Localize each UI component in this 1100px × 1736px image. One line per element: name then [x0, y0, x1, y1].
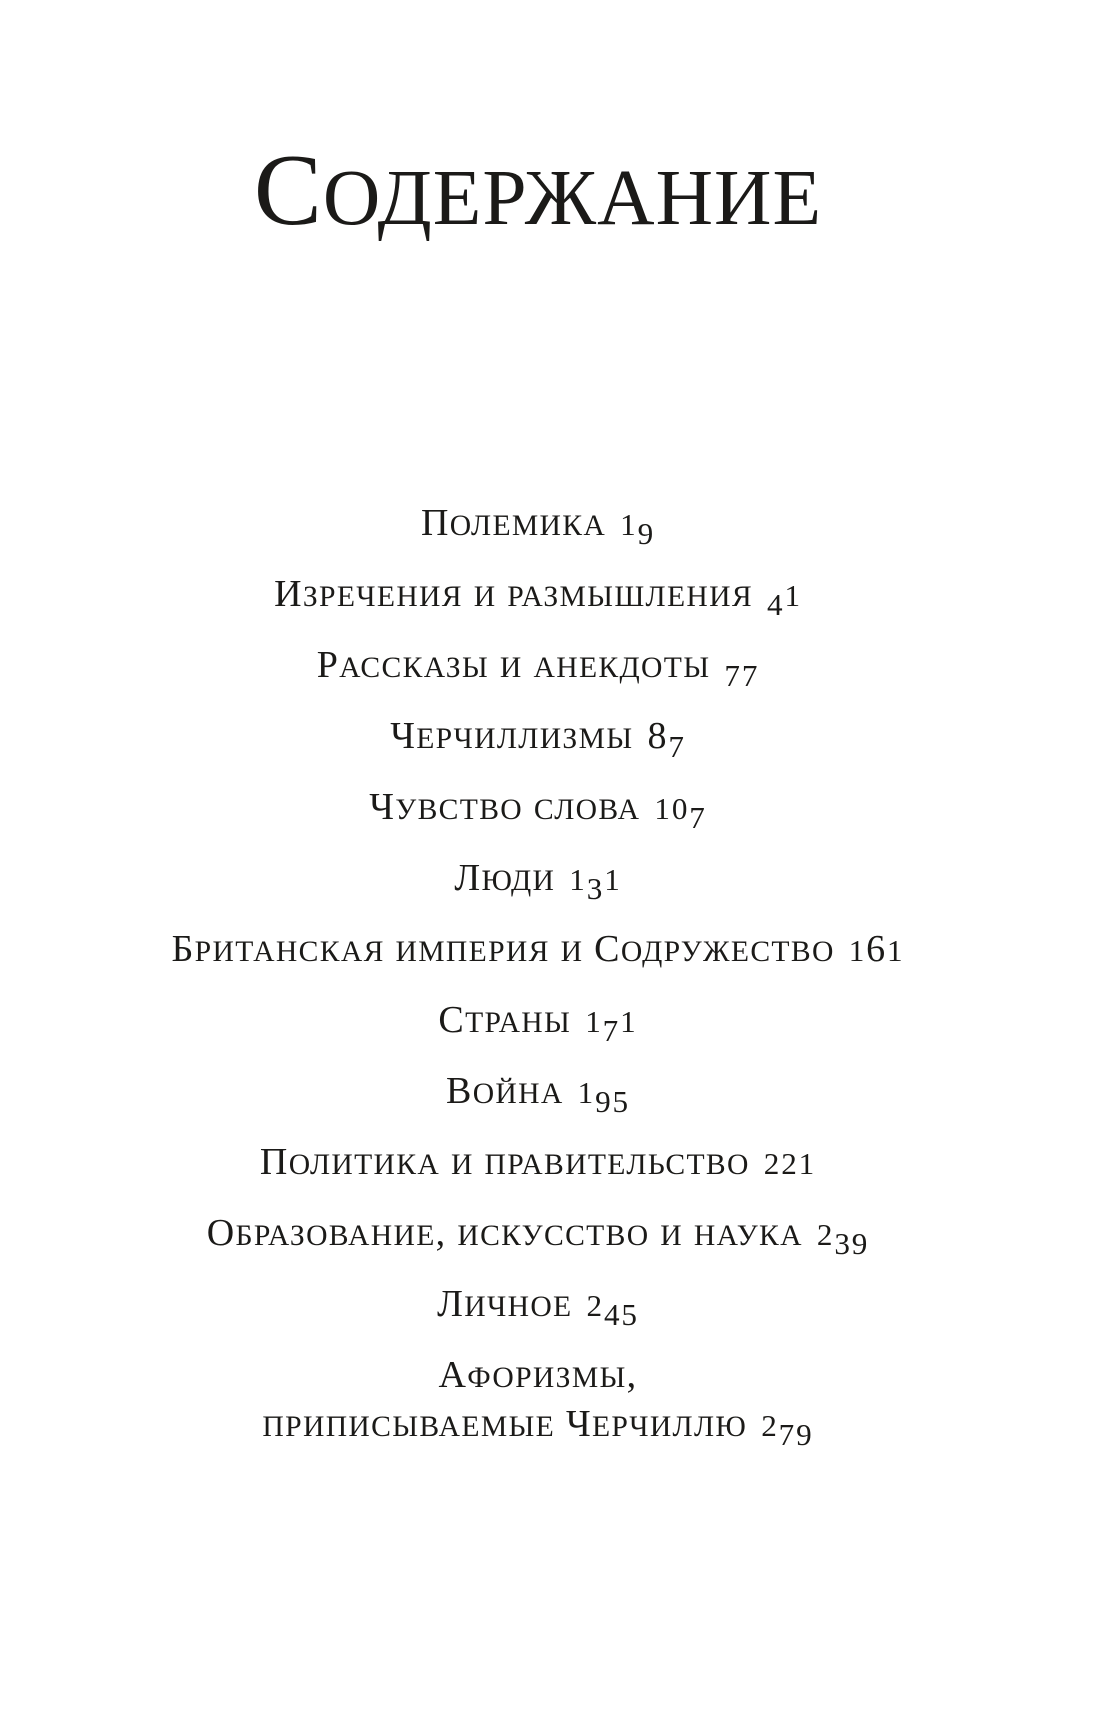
- toc-entry: [0, 1139, 1076, 1188]
- toc-entry-page: 245: [586, 1288, 639, 1333]
- toc-entry-page: 131: [569, 862, 622, 907]
- toc-entry-label: ЛИЧНОЕ: [437, 1283, 573, 1325]
- toc-entry: [0, 713, 1076, 765]
- toc-entry: [0, 1281, 1076, 1333]
- toc-entry: [0, 500, 1076, 552]
- toc-entry-label: ЛЮДИ: [454, 857, 556, 899]
- toc-entry-label: ПОЛИТИКА И ПРАВИТЕЛЬСТВО: [259, 1141, 750, 1183]
- toc-entry-page: 221: [763, 1146, 817, 1181]
- toc-entry-label: ЧЕРЧИЛЛИЗМЫ: [390, 715, 634, 757]
- toc-entry: [0, 571, 1076, 623]
- toc-entry: [0, 1352, 1076, 1453]
- toc-entry: [0, 1068, 1076, 1120]
- toc-entry-page: 195: [577, 1075, 630, 1120]
- toc-list: [0, 500, 1076, 1453]
- toc-entry-page: 87: [647, 715, 686, 765]
- toc-entry-label: СТРАНЫ: [438, 999, 572, 1041]
- toc-entry-page: 77: [724, 658, 760, 694]
- toc-entry-page: 171: [585, 1004, 638, 1049]
- toc-entry: [0, 855, 1076, 907]
- toc-entry: [0, 997, 1076, 1049]
- toc-entry-label: ВОЙНА: [446, 1070, 564, 1112]
- toc-entry-label: РАССКАЗЫ И АНЕКДОТЫ: [316, 644, 711, 686]
- toc-entry: [0, 784, 1076, 836]
- toc-entry-label: ПОЛЕМИКА: [420, 502, 607, 544]
- toc-entry: [0, 1210, 1076, 1262]
- toc-entry: [0, 926, 1076, 975]
- toc-entry-page: 161: [848, 928, 905, 970]
- toc-entry-page: 239: [816, 1217, 870, 1262]
- toc-entry-page: 19: [620, 507, 656, 552]
- toc-entry-label: АФОРИЗМЫ, ПРИПИСЫВАЕМЫЕ ЧЕРЧИЛЛЮ: [262, 1354, 748, 1445]
- toc-entry: [0, 642, 1076, 694]
- toc-entry-page: 107: [654, 791, 707, 836]
- toc-entry-label: ЧУВСТВО СЛОВА: [369, 786, 641, 828]
- toc-entry-label: ИЗРЕЧЕНИЯ И РАЗМЫШЛЕНИЯ: [274, 573, 753, 615]
- toc-entry-page: 41: [767, 578, 802, 623]
- toc-entry-page: 279: [761, 1408, 814, 1453]
- toc-entry-label: ОБРАЗОВАНИЕ, ИСКУССТВО И НАУКА: [206, 1212, 803, 1254]
- page-title: СОДЕРЖАНИЕ: [253, 134, 823, 247]
- toc-entry-label: БРИТАНСКАЯ ИМПЕРИЯ И СОДРУЖЕСТВО: [171, 928, 835, 970]
